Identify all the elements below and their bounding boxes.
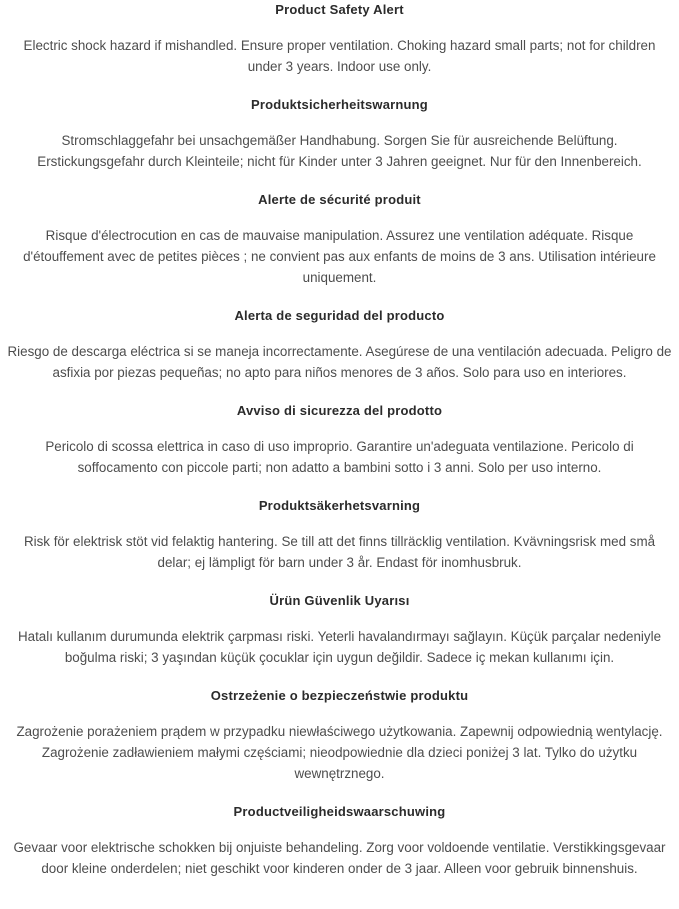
section-heading-sv: Produktsäkerhetsvarning	[258, 498, 421, 513]
section-heading-es: Alerta de seguridad del producto	[234, 308, 445, 323]
section-body-text-de: Stromschlaggefahr bei unsachgemäßer Handhabung. Sorgen Sie für ausreichende Belüftung. Erstickungsgefahr durch Kleinteile; nicht für Kinder unter 3 Jahren geeignet. Nur für den Innenbereich.	[37, 133, 642, 169]
safety-section-it	[0, 403, 679, 478]
safety-section-es	[0, 308, 679, 383]
safety-section-sv	[0, 498, 679, 573]
section-body-text-en: Electric shock hazard if mishandled. Ensure proper ventilation. Choking hazard small parts; not for children under 3 years. Indoor use only.	[23, 38, 656, 74]
section-body-text-pl: Zagrożenie porażeniem prądem w przypadku niewłaściwego użytkowania. Zapewnij odpowiednią wentylację. Zagrożenie zadławieniem małymi częściami; nieodpowiednie dla dzieci poniżej 3 lat. Tylko do użytku wewnętrznego.	[16, 724, 663, 781]
section-heading-nl: Productveiligheidswaarschuwing	[233, 804, 446, 819]
product-safety-document	[0, 2, 679, 879]
safety-section-tr	[0, 593, 679, 668]
safety-section-nl	[0, 804, 679, 879]
section-heading-it: Avviso di sicurezza del prodotto	[236, 403, 443, 418]
section-heading-de: Produktsicherheitswarnung	[251, 97, 428, 112]
safety-section-en	[0, 2, 679, 77]
section-body-text-sv: Risk för elektrisk stöt vid felaktig hantering. Se till att det finns tillräcklig ventilation. Kvävningsrisk med små delar; ej lämpligt för barn under 3 år. Endast för inomhusbruk.	[23, 534, 656, 570]
section-heading-tr: Ürün Güvenlik Uyarısı	[269, 593, 410, 608]
safety-section-fr	[0, 192, 679, 288]
safety-section-pl	[0, 688, 679, 784]
safety-section-de	[0, 97, 679, 172]
section-body-text-tr: Hatalı kullanım durumunda elektrik çarpması riski. Yeterli havalandırmayı sağlayın. Küçük parçalar nedeniyle boğulma riski; 3 yaşından küçük çocuklar için uygun değildir. Sadece iç mekan kullanımı için.	[17, 629, 662, 665]
section-body-text-es: Riesgo de descarga eléctrica si se maneja incorrectamente. Asegúrese de una ventilación adecuada. Peligro de asfixia por piezas pequeñas; no apto para niños menores de 3 años. Solo para uso en interiores.	[7, 344, 672, 380]
section-body-text-it: Pericolo di scossa elettrica in caso di uso improprio. Garantire un'adeguata ventilazione. Pericolo di soffocamento con piccole parti; non adatto a bambini sotto i 3 anni. Solo per uso interno.	[45, 439, 634, 475]
section-body-text-fr: Risque d'électrocution en cas de mauvaise manipulation. Assurez une ventilation adéquate. Risque d'étouffement avec de petites pièces ; ne convient pas aux enfants de moins de 3 ans. Utilisation intérieure uniquement.	[23, 228, 656, 285]
section-heading-en: Product Safety Alert	[275, 2, 404, 17]
section-heading-pl: Ostrzeżenie o bezpieczeństwie produktu	[210, 688, 469, 703]
section-heading-fr: Alerte de sécurité produit	[258, 192, 421, 207]
section-body-text-nl: Gevaar voor elektrische schokken bij onjuiste behandeling. Zorg voor voldoende ventilatie. Verstikkingsgevaar door kleine onderdelen; niet geschikt voor kinderen onder de 3 jaar. Alleen voor gebruik binnenshuis.	[13, 840, 666, 876]
